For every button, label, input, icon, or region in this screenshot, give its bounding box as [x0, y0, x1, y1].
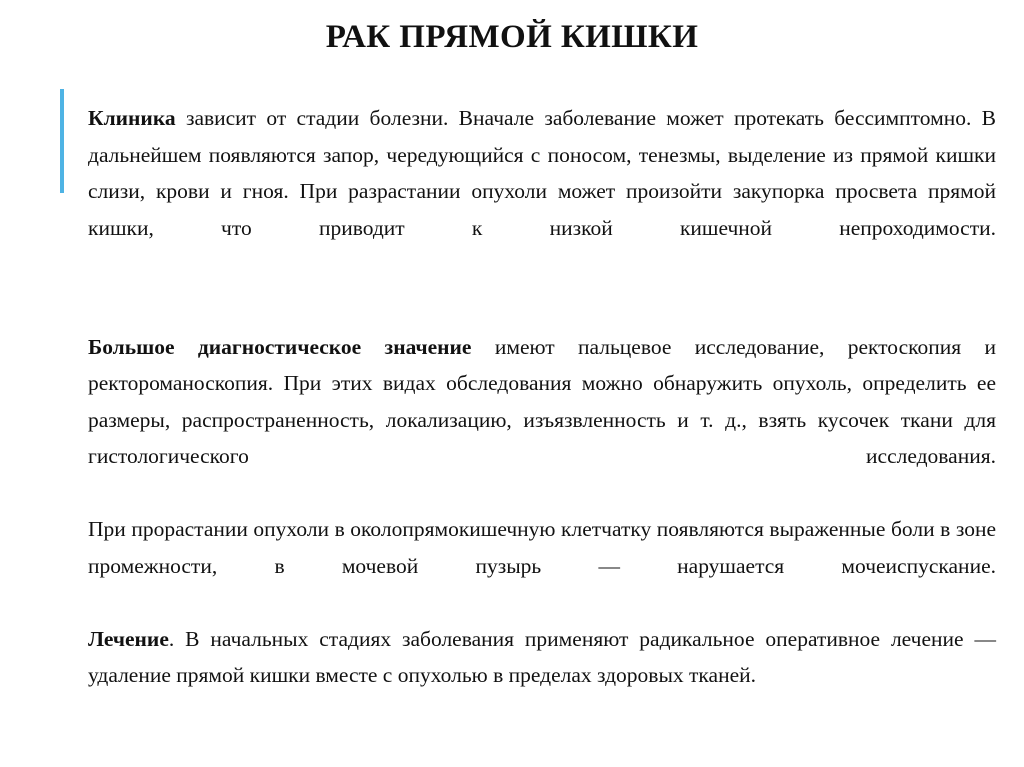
- paragraph-clinic-text: зависит от стадии болезни. Вначале заболевание может протекать бессимптомно. В дальнейшем появляются запор, чередующийся с поносом, тенезмы, выделение из прямой кишки слизи, крови и гноя. При разрастании опухоли может произойти закупорка просвета прямой кишки, что приводит к низкой кишечной непроходимости.: [88, 106, 996, 240]
- accent-bar: [60, 89, 64, 193]
- paragraph-diagnostics-lead: Большое диагностическое значение: [88, 334, 472, 359]
- slide-body: [88, 100, 996, 694]
- paragraph-invasion-text: При прорастании опухоли в околопрямокишечную клетчатку появляются выраженные боли в зоне промежности, в мочевой пузырь — нарушается мочеиспускание.: [88, 517, 996, 578]
- paragraph-invasion: [88, 511, 996, 621]
- page-title: РАК ПРЯМОЙ КИШКИ: [325, 19, 699, 55]
- paragraph-treatment: [88, 621, 996, 694]
- paragraph-clinic: [88, 100, 996, 283]
- paragraph-treatment-text: . В начальных стадиях заболевания применяют радикальное оперативное лечение — удаление прямой кишки вместе с опухолью в пределах здоровых тканей.: [88, 626, 996, 687]
- paragraph-treatment-lead: Лечение: [88, 626, 169, 651]
- paragraph-diagnostics-text: имеют пальцевое исследование, ректоскопия и ректороманоскопия. При этих видах обследования можно обнаружить опухоль, определить ее размеры, распространенность, локализацию, изъязвленность и т. д., взять кусочек ткани для гистологического исследования.: [88, 334, 996, 468]
- paragraph-diagnostics: [88, 329, 996, 512]
- paragraph-clinic-lead: Клиника: [88, 106, 176, 130]
